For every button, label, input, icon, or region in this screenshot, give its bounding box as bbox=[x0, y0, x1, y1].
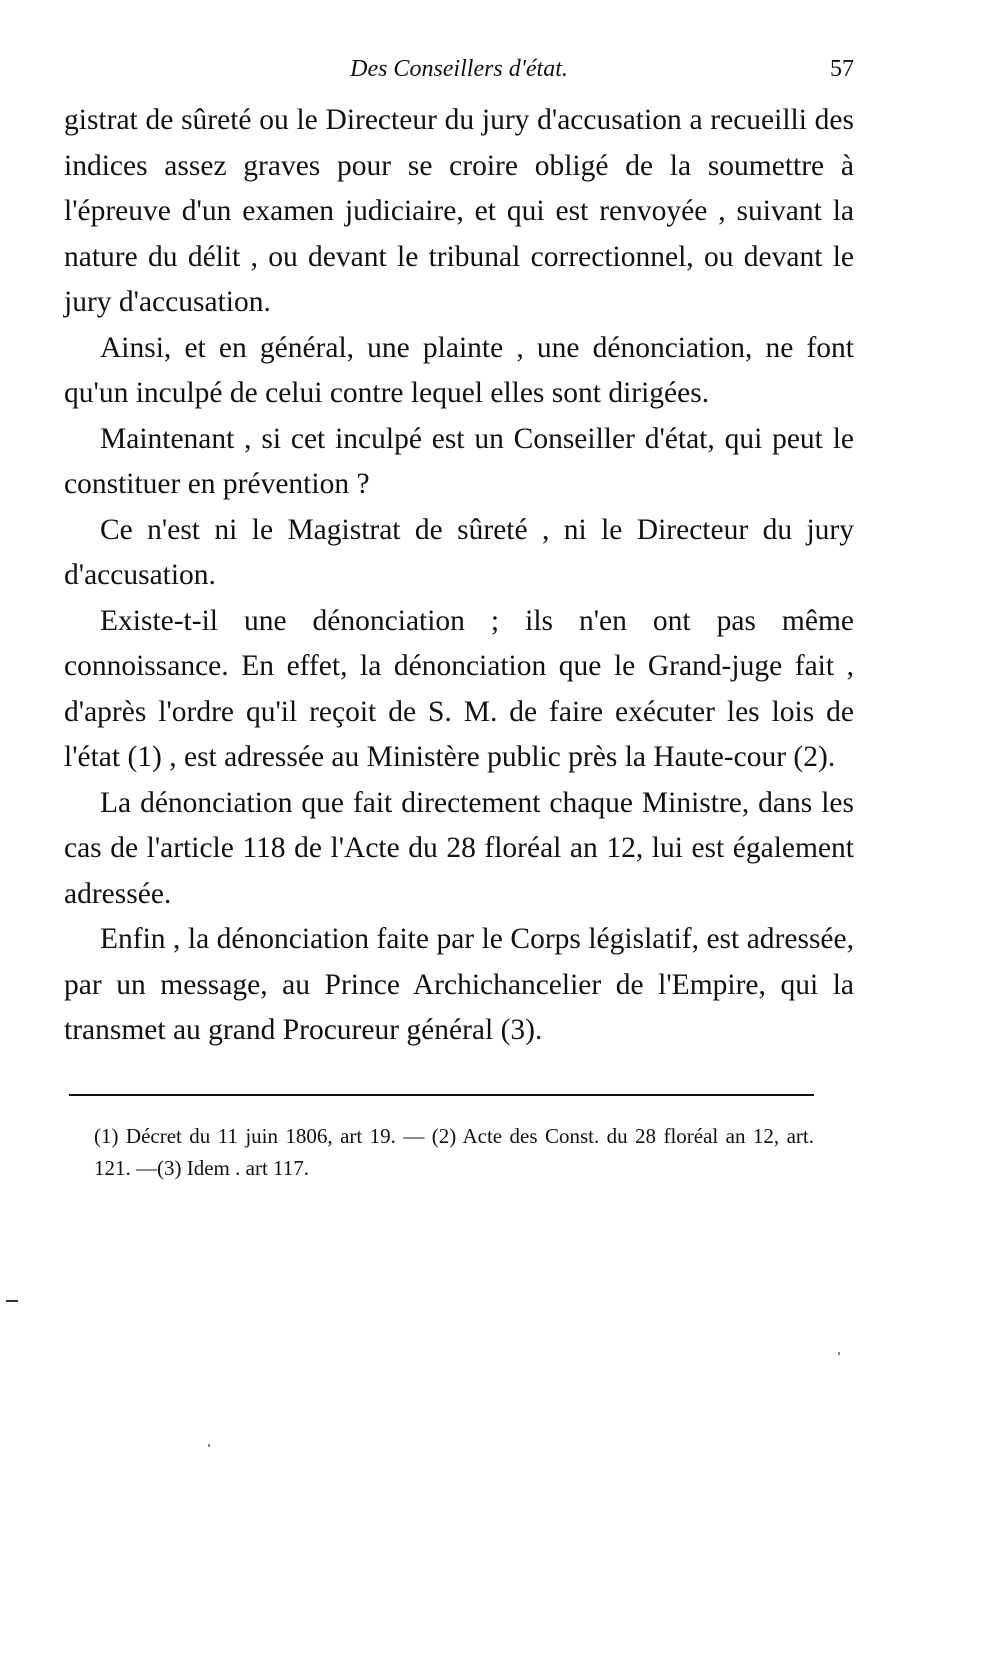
scan-speck bbox=[838, 1352, 840, 1355]
paragraph: Maintenant , si cet inculpé est un Conseiller d'état, qui peut le constituer en prévention ? bbox=[64, 422, 854, 500]
paragraph: Enfin , la dénonciation faite par le Corps législatif, est adressée, par un message, au Prince Archichancelier de l'Empire, qui la transmet au grand Procureur général (3). bbox=[64, 923, 854, 1046]
page-header bbox=[64, 56, 854, 96]
footnote-rule bbox=[69, 1094, 814, 1096]
paragraph: Ainsi, et en général, une plainte , une dénonciation, ne font qu'un inculpé de celui contre lequel elles sont dirigées. bbox=[64, 331, 854, 409]
running-title: Des Conseillers d'état. bbox=[350, 56, 568, 82]
paragraph-continuation: gistrat de sûreté ou le Directeur du jury d'accusation a recueilli des indices assez graves pour se croire obligé de la soumettre à l'épreuve d'un examen judiciaire, et qui est renvoyée , suivant la nature du délit , ou devant le tribunal correctionnel, ou devant le jury d'accusation. bbox=[64, 104, 854, 318]
body-text bbox=[64, 98, 854, 1054]
scan-speck bbox=[208, 1444, 210, 1447]
footnotes bbox=[64, 1120, 854, 1184]
footnote-text: (1) Décret du 11 juin 1806, art 19. — (2) Acte des Const. du 28 floréal an 12, art. 121. —(3) Idem . art 117. bbox=[94, 1123, 814, 1180]
margin-mark bbox=[6, 1300, 18, 1302]
paragraph: Existe-t-il une dénonciation ; ils n'en ont pas même connoissance. En effet, la dénonciation que le Grand-juge fait , d'après l'ordre qu'il reçoit de S. M. de faire exécuter les lois de l'état (1) , est adressée au Ministère public près la Haute-cour (2). bbox=[64, 604, 854, 773]
page-number: 57 bbox=[830, 56, 854, 82]
paragraph: La dénonciation que fait directement chaque Ministre, dans les cas de l'article 118 de l'Acte du 28 floréal an 12, lui est également adressée. bbox=[64, 786, 854, 910]
page bbox=[64, 56, 854, 1184]
paragraph: Ce n'est ni le Magistrat de sûreté , ni le Directeur du jury d'accusation. bbox=[64, 513, 854, 591]
